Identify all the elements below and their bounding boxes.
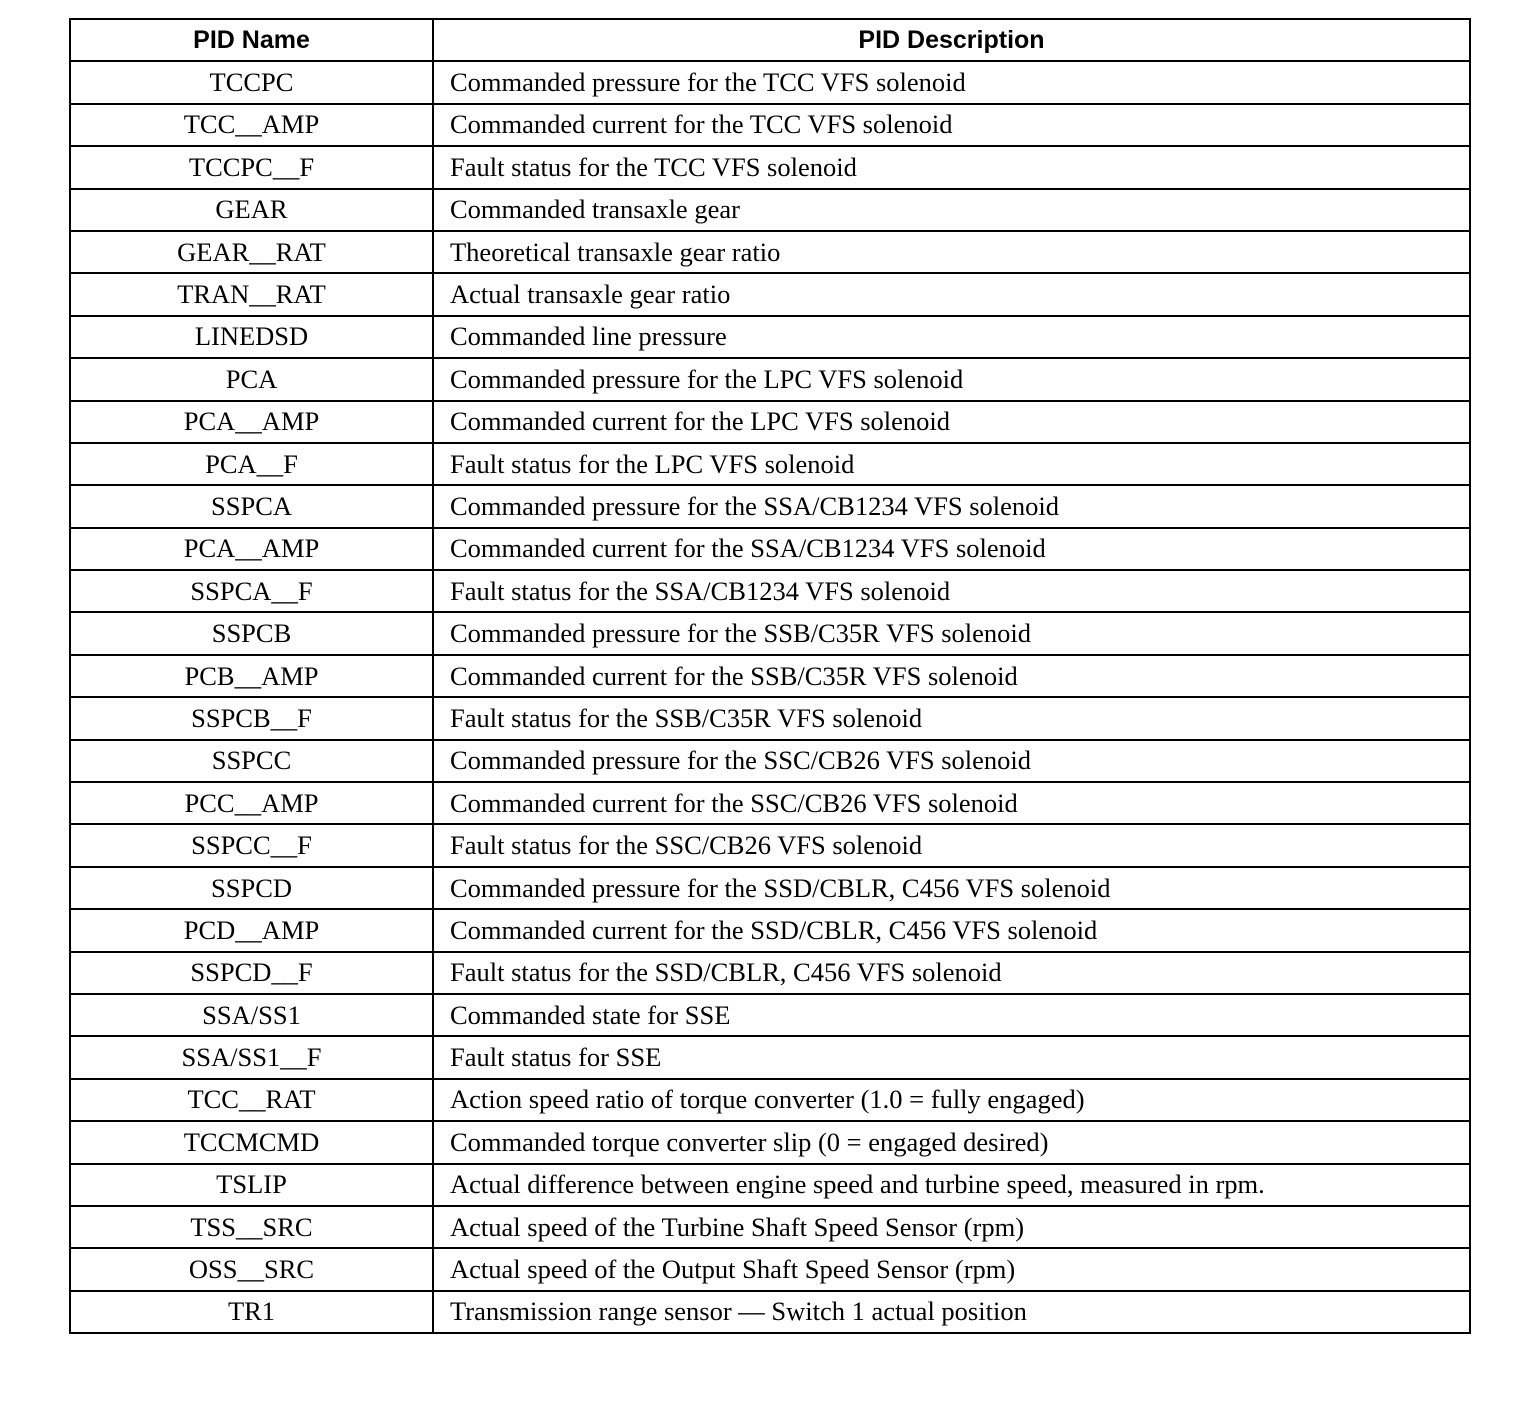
pid-description-cell: Commanded current for the SSB/C35R VFS solenoid: [433, 655, 1470, 697]
pid-name-cell: SSA/SS1__F: [70, 1036, 433, 1078]
table-row: [70, 1291, 1470, 1333]
pid-name-cell: SSA/SS1: [70, 994, 433, 1036]
table-row: [70, 1079, 1470, 1121]
pid-name-cell: SSPCD__F: [70, 952, 433, 994]
pid-description-cell: Commanded torque converter slip (0 = engaged desired): [433, 1121, 1470, 1163]
header-pid-description: PID Description: [433, 19, 1470, 61]
pid-name-cell: GEAR: [70, 189, 433, 231]
pid-name-cell: LINEDSD: [70, 316, 433, 358]
table-row: [70, 1036, 1470, 1078]
pid-description-cell: Commanded pressure for the TCC VFS solenoid: [433, 61, 1470, 103]
pid-name-cell: PCD__AMP: [70, 909, 433, 951]
table-row: [70, 485, 1470, 527]
table-row: [70, 528, 1470, 570]
pid-description-cell: Commanded pressure for the LPC VFS solenoid: [433, 358, 1470, 400]
pid-description-cell: Fault status for the SSD/CBLR, C456 VFS solenoid: [433, 952, 1470, 994]
pid-description-cell: Fault status for SSE: [433, 1036, 1470, 1078]
table-row: [70, 612, 1470, 654]
table-row: [70, 697, 1470, 739]
table-row: [70, 1206, 1470, 1248]
pid-name-cell: PCA__AMP: [70, 401, 433, 443]
pid-description-cell: Commanded pressure for the SSD/CBLR, C456 VFS solenoid: [433, 867, 1470, 909]
pid-name-cell: PCA__AMP: [70, 528, 433, 570]
table-row: [70, 1164, 1470, 1206]
pid-description-cell: Fault status for the SSC/CB26 VFS solenoid: [433, 824, 1470, 866]
table-row: [70, 867, 1470, 909]
pid-name-cell: GEAR__RAT: [70, 231, 433, 273]
pid-description-cell: Fault status for the TCC VFS solenoid: [433, 146, 1470, 188]
table-row: [70, 231, 1470, 273]
pid-name-cell: SSPCB: [70, 612, 433, 654]
pid-name-cell: TCCMCMD: [70, 1121, 433, 1163]
table-row: [70, 655, 1470, 697]
pid-name-cell: TCC__RAT: [70, 1079, 433, 1121]
pid-name-cell: SSPCA: [70, 485, 433, 527]
pid-name-cell: PCA: [70, 358, 433, 400]
pid-description-cell: Commanded current for the SSA/CB1234 VFS solenoid: [433, 528, 1470, 570]
pid-description-cell: Commanded current for the SSC/CB26 VFS solenoid: [433, 782, 1470, 824]
pid-description-cell: Actual speed of the Turbine Shaft Speed Sensor (rpm): [433, 1206, 1470, 1248]
table-row: [70, 994, 1470, 1036]
table-row: [70, 952, 1470, 994]
pid-description-cell: Commanded state for SSE: [433, 994, 1470, 1036]
table-row: [70, 358, 1470, 400]
table-body: [70, 61, 1470, 1333]
pid-description-cell: Fault status for the SSA/CB1234 VFS solenoid: [433, 570, 1470, 612]
pid-description-cell: Theoretical transaxle gear ratio: [433, 231, 1470, 273]
pid-name-cell: SSPCA__F: [70, 570, 433, 612]
pid-description-cell: Commanded current for the TCC VFS solenoid: [433, 104, 1470, 146]
pid-description-cell: Fault status for the SSB/C35R VFS solenoid: [433, 697, 1470, 739]
table-row: [70, 273, 1470, 315]
pid-name-cell: TCC__AMP: [70, 104, 433, 146]
table-row: [70, 824, 1470, 866]
header-pid-name: PID Name: [70, 19, 433, 61]
pid-name-cell: TCCPC__F: [70, 146, 433, 188]
pid-description-cell: Commanded pressure for the SSB/C35R VFS solenoid: [433, 612, 1470, 654]
pid-description-cell: Actual transaxle gear ratio: [433, 273, 1470, 315]
pid-description-cell: Commanded current for the SSD/CBLR, C456 VFS solenoid: [433, 909, 1470, 951]
table-row: [70, 570, 1470, 612]
pid-name-cell: PCA__F: [70, 443, 433, 485]
pid-description-cell: Transmission range sensor — Switch 1 actual position: [433, 1291, 1470, 1333]
pid-description-cell: Commanded pressure for the SSA/CB1234 VFS solenoid: [433, 485, 1470, 527]
table-row: [70, 189, 1470, 231]
pid-name-cell: TSS__SRC: [70, 1206, 433, 1248]
pid-description-cell: Fault status for the LPC VFS solenoid: [433, 443, 1470, 485]
table-row: [70, 146, 1470, 188]
table-row: [70, 782, 1470, 824]
table-row: [70, 740, 1470, 782]
pid-name-cell: SSPCC__F: [70, 824, 433, 866]
pid-name-cell: SSPCC: [70, 740, 433, 782]
pid-description-cell: Commanded current for the LPC VFS solenoid: [433, 401, 1470, 443]
table-header: [70, 19, 1470, 61]
table-row: [70, 104, 1470, 146]
pid-description-cell: Commanded pressure for the SSC/CB26 VFS solenoid: [433, 740, 1470, 782]
pid-name-cell: PCC__AMP: [70, 782, 433, 824]
table-row: [70, 909, 1470, 951]
pid-name-cell: SSPCD: [70, 867, 433, 909]
pid-name-cell: TR1: [70, 1291, 433, 1333]
table-row: [70, 1248, 1470, 1290]
pid-description-cell: Actual difference between engine speed and turbine speed, measured in rpm.: [433, 1164, 1470, 1206]
pid-name-cell: TCCPC: [70, 61, 433, 103]
pid-table: [69, 18, 1471, 1334]
pid-description-cell: Commanded line pressure: [433, 316, 1470, 358]
pid-description-cell: Actual speed of the Output Shaft Speed Sensor (rpm): [433, 1248, 1470, 1290]
pid-description-cell: Commanded transaxle gear: [433, 189, 1470, 231]
pid-name-cell: SSPCB__F: [70, 697, 433, 739]
pid-name-cell: OSS__SRC: [70, 1248, 433, 1290]
table-row: [70, 61, 1470, 103]
table-row: [70, 316, 1470, 358]
header-row: [70, 19, 1470, 61]
pid-name-cell: TSLIP: [70, 1164, 433, 1206]
pid-name-cell: TRAN__RAT: [70, 273, 433, 315]
table-row: [70, 401, 1470, 443]
pid-name-cell: PCB__AMP: [70, 655, 433, 697]
pid-description-cell: Action speed ratio of torque converter (1.0 = fully engaged): [433, 1079, 1470, 1121]
table-row: [70, 443, 1470, 485]
table-row: [70, 1121, 1470, 1163]
